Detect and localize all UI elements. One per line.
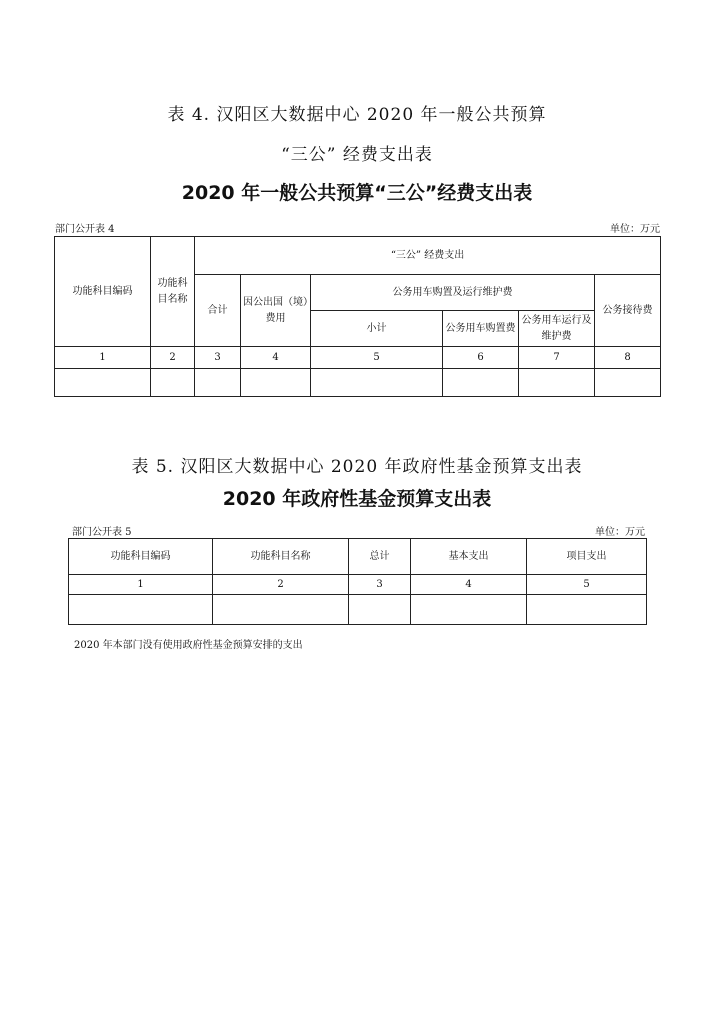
header-name: 功能科目名称 — [151, 237, 195, 347]
col-number: 6 — [443, 347, 519, 369]
header-total: 总计 — [349, 539, 411, 575]
header-abroad: 因公出国（境）费用 — [241, 275, 311, 347]
empty-cell — [69, 595, 213, 625]
empty-cell — [241, 369, 311, 397]
table4-caption-line1: 表 4. 汉阳区大数据中心 2020 年一般公共预算 — [167, 105, 547, 125]
table5-title: 2020 年政府性基金预算支出表 — [222, 488, 492, 510]
col-number: 3 — [349, 575, 411, 595]
col-number: 5 — [311, 347, 443, 369]
header-vehicle: 公务用车购置及运行维护费 — [311, 275, 595, 311]
empty-cell — [151, 369, 195, 397]
col-number: 1 — [69, 575, 213, 595]
col-number: 3 — [195, 347, 241, 369]
col-number: 5 — [527, 575, 647, 595]
empty-cell — [195, 369, 241, 397]
table4-form-no: 部门公开表 4 — [55, 224, 115, 235]
header-operation: 公务用车运行及维护费 — [519, 311, 595, 347]
col-number: 8 — [595, 347, 661, 369]
header-group: “三公” 经费支出 — [195, 237, 661, 275]
table4 — [54, 236, 661, 397]
empty-cell — [519, 369, 595, 397]
empty-cell — [527, 595, 647, 625]
empty-cell — [55, 369, 151, 397]
col-number: 2 — [151, 347, 195, 369]
table5-form-no: 部门公开表 5 — [72, 527, 132, 538]
col-number: 7 — [519, 347, 595, 369]
header-code: 功能科目编码 — [69, 539, 213, 575]
header-name: 功能科目名称 — [213, 539, 349, 575]
col-number: 4 — [411, 575, 527, 595]
table5-unit: 单位：万元 — [595, 527, 645, 538]
table4-unit: 单位：万元 — [610, 224, 660, 235]
header-project: 项目支出 — [527, 539, 647, 575]
header-code: 功能科目编码 — [55, 237, 151, 347]
table-row — [55, 369, 661, 397]
empty-cell — [213, 595, 349, 625]
table5-note: 2020 年本部门没有使用政府性基金预算安排的支出 — [74, 640, 303, 651]
empty-cell — [349, 595, 411, 625]
table-row — [69, 595, 647, 625]
header-subtotal: 小计 — [311, 311, 443, 347]
empty-cell — [595, 369, 661, 397]
header-basic: 基本支出 — [411, 539, 527, 575]
col-number: 2 — [213, 575, 349, 595]
empty-cell — [311, 369, 443, 397]
table5 — [68, 538, 647, 625]
table4-caption-line2: “三公” 经费支出表 — [281, 145, 433, 165]
table5-caption: 表 5. 汉阳区大数据中心 2020 年政府性基金预算支出表 — [131, 457, 583, 477]
header-purchase: 公务用车购置费 — [443, 311, 519, 347]
header-total: 合计 — [195, 275, 241, 347]
table4-title: 2020 年一般公共预算“三公”经费支出表 — [181, 182, 533, 204]
col-number: 4 — [241, 347, 311, 369]
col-number: 1 — [55, 347, 151, 369]
empty-cell — [411, 595, 527, 625]
empty-cell — [443, 369, 519, 397]
header-reception: 公务接待费 — [595, 275, 661, 347]
